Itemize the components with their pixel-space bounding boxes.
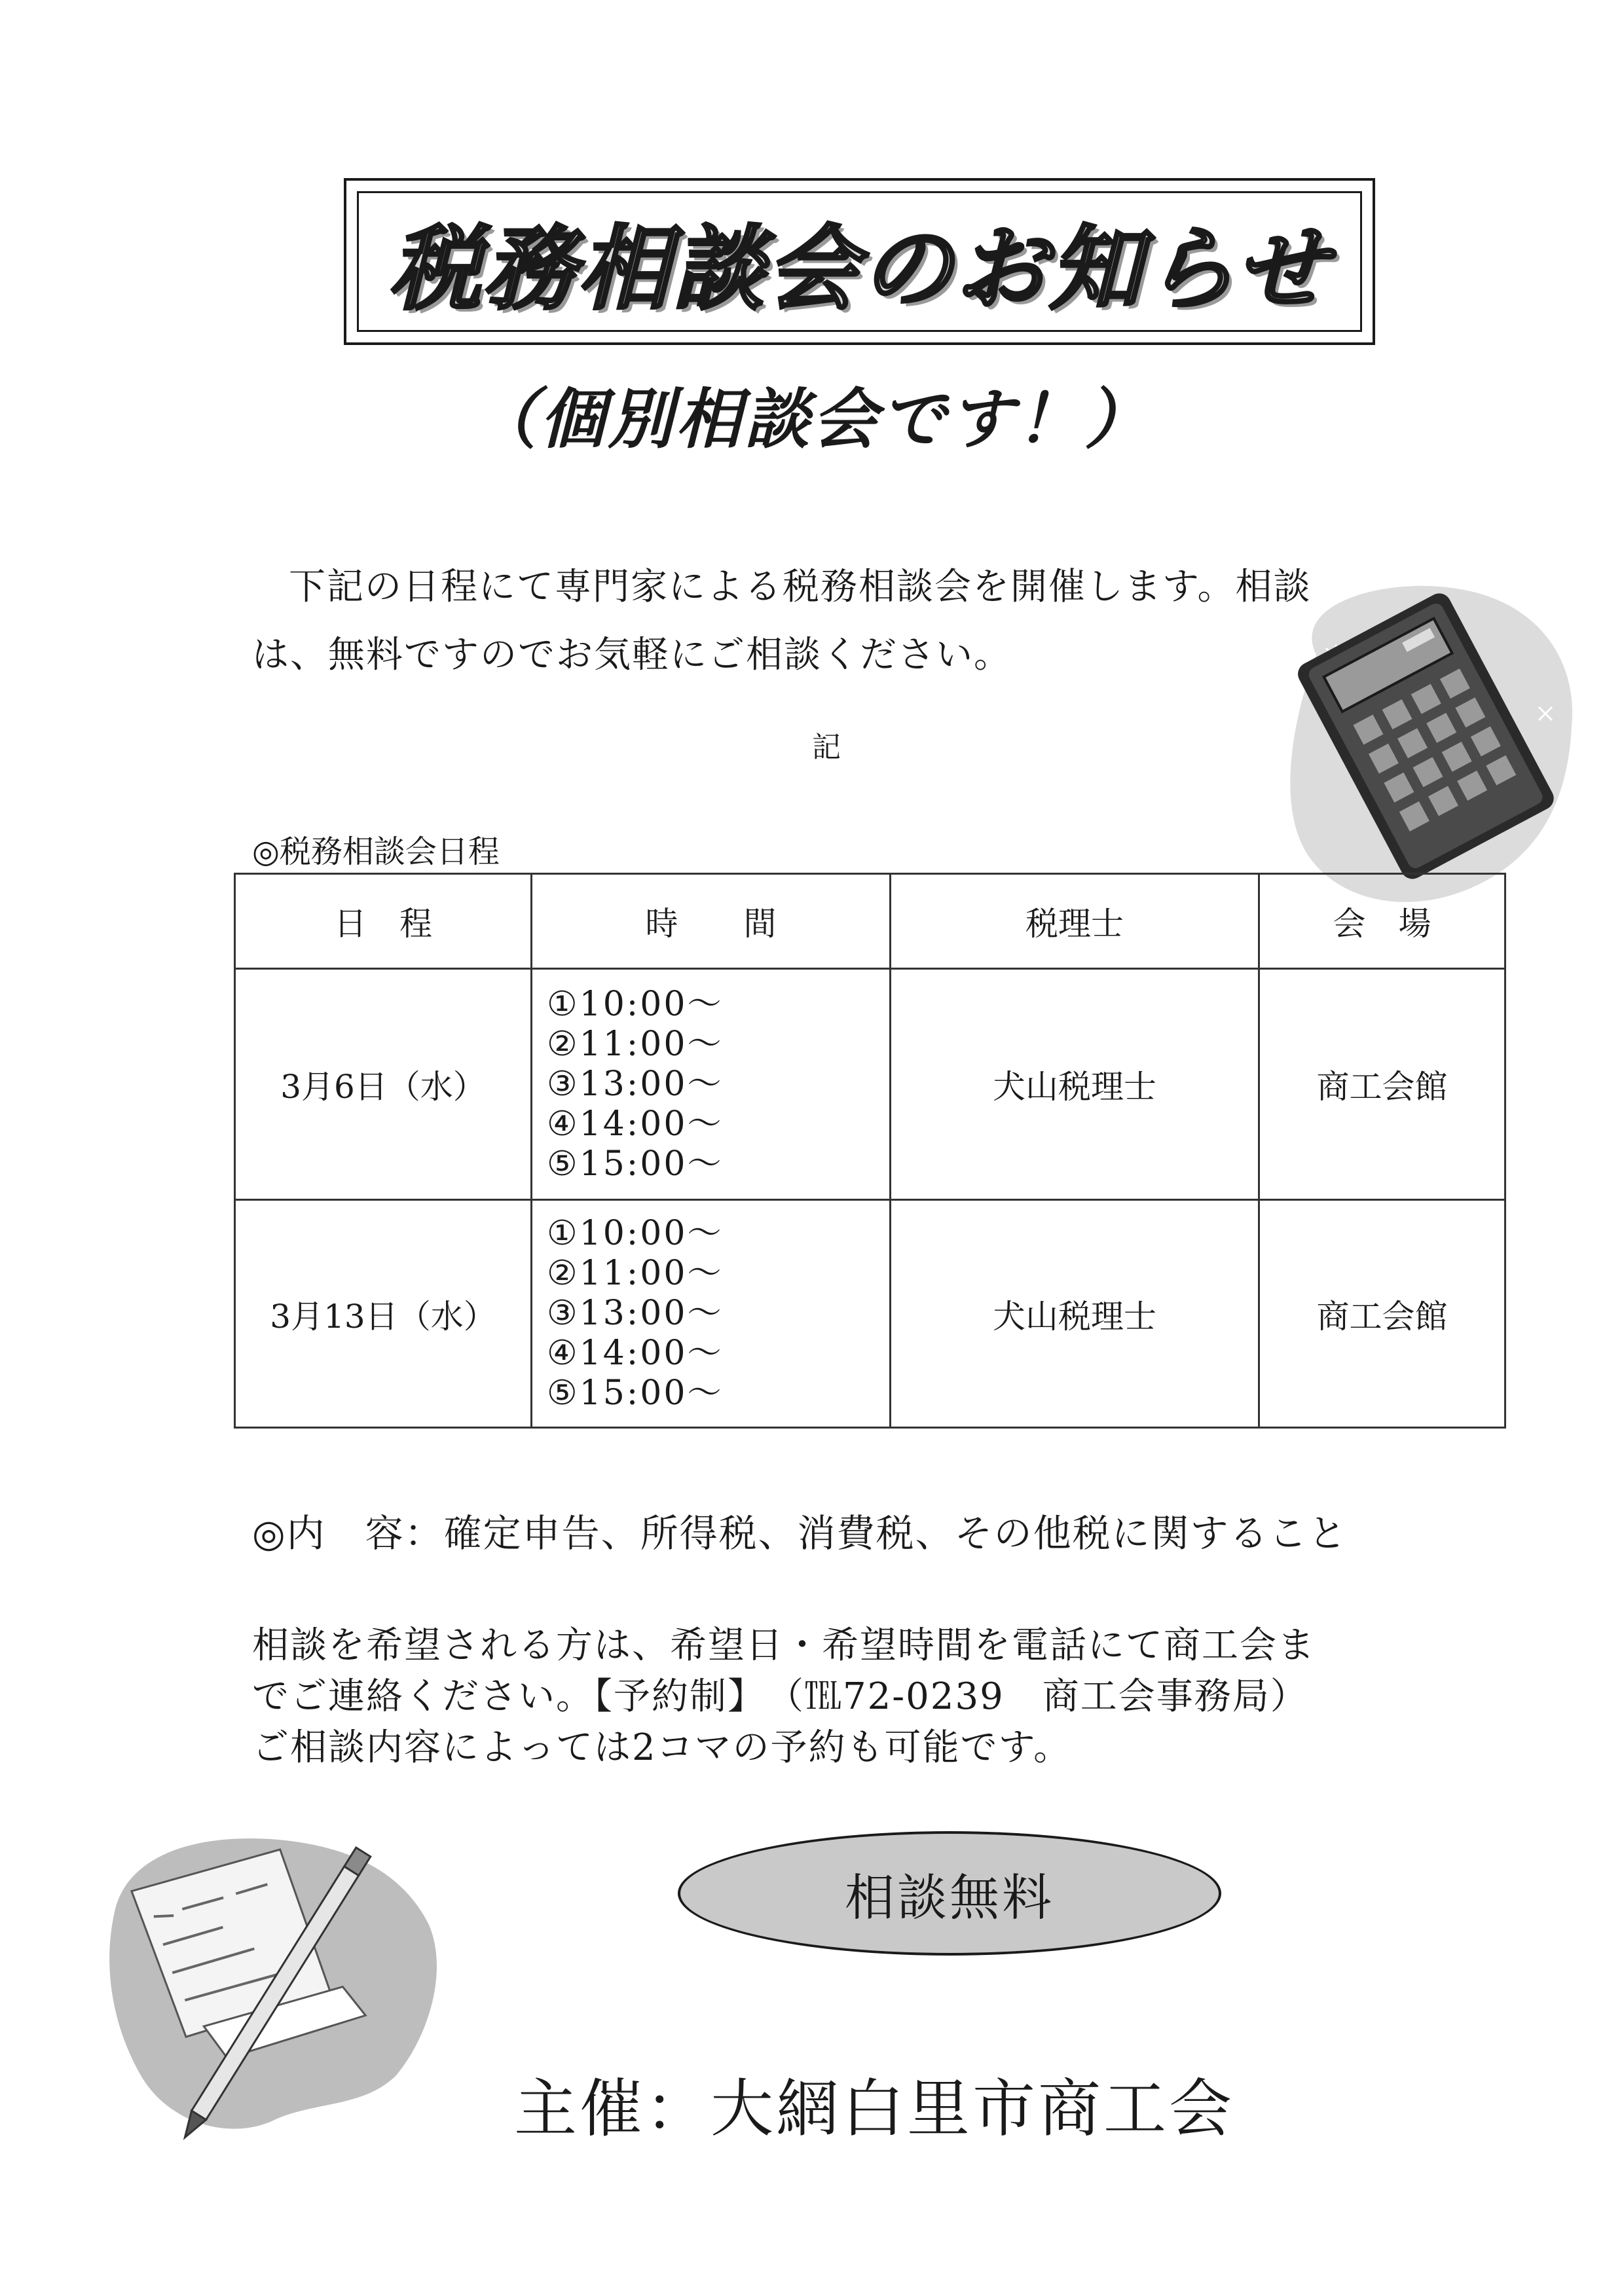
time-slot: ⑤15:00～ [547, 1374, 724, 1413]
table-row [235, 969, 1505, 1200]
cell-venue: 商工会館 [1259, 1200, 1505, 1428]
header-date: 日 程 [235, 874, 532, 969]
ki-mark: 記 [812, 731, 841, 764]
time-slot: ②11:00～ [547, 1024, 724, 1064]
cell-accountant: 犬山税理士 [891, 969, 1259, 1200]
memo-pencil-icon [88, 1813, 455, 2154]
time-slot: ①10:00～ [547, 984, 724, 1024]
free-consultation-badge [678, 1831, 1221, 1956]
time-slot: ④14:00～ [547, 1334, 724, 1373]
intro-paragraph [252, 553, 1418, 689]
header-venue: 会 場 [1259, 874, 1505, 969]
time-slot: ④14:00～ [547, 1104, 724, 1144]
header-accountant: 税理士 [891, 874, 1259, 969]
cell-accountant: 犬山税理士 [891, 1200, 1259, 1428]
title-frame [344, 178, 1375, 345]
page-title: 税務相談会のお知らせ [389, 216, 1330, 323]
intro-line-1: 下記の日程にて専門家による税務相談会を開催します。相談 [289, 566, 1312, 608]
header-time: 時 間 [532, 874, 891, 969]
schedule-heading: ◎税務相談会日程 [252, 833, 500, 870]
organizer: 主催：大網白里市商工会 [514, 2072, 1234, 2145]
booking-line-2: でご連絡ください。【予約制】 （℡72-0239 商工会事務局） [252, 1675, 1308, 1718]
cell-times [532, 1200, 891, 1428]
table-header-row [235, 874, 1505, 969]
time-slot: ⑤15:00～ [547, 1144, 724, 1184]
booking-line-1: 相談を希望される方は、希望日・希望時間を電話にて商工会ま [252, 1624, 1316, 1667]
cell-date: 3月6日（水） [235, 969, 532, 1200]
cell-times [532, 969, 891, 1200]
cell-venue: 商工会館 [1259, 969, 1505, 1200]
schedule-table [234, 873, 1506, 1429]
content-description: ◎内 容：確定申告、所得税、消費税、その他税に関すること [252, 1511, 1348, 1556]
subtitle: （個別相談会です！） [471, 381, 1153, 458]
time-slot: ③13:00～ [547, 1294, 724, 1333]
time-slot: ②11:00～ [547, 1254, 724, 1293]
booking-line-3: ご相談内容によっては2コマの予約も可能です。 [252, 1726, 1072, 1769]
time-slot: ①10:00～ [547, 1214, 724, 1253]
intro-line-2: は、無料ですのでお気軽にご相談ください。 [252, 634, 1012, 676]
table-row [235, 1200, 1505, 1428]
title-inner-frame [357, 191, 1362, 332]
booking-info [252, 1620, 1496, 1774]
free-consultation-label: 相談無料 [845, 1868, 1054, 1927]
cell-date: 3月13日（水） [235, 1200, 532, 1428]
time-slot: ③13:00～ [547, 1064, 724, 1104]
